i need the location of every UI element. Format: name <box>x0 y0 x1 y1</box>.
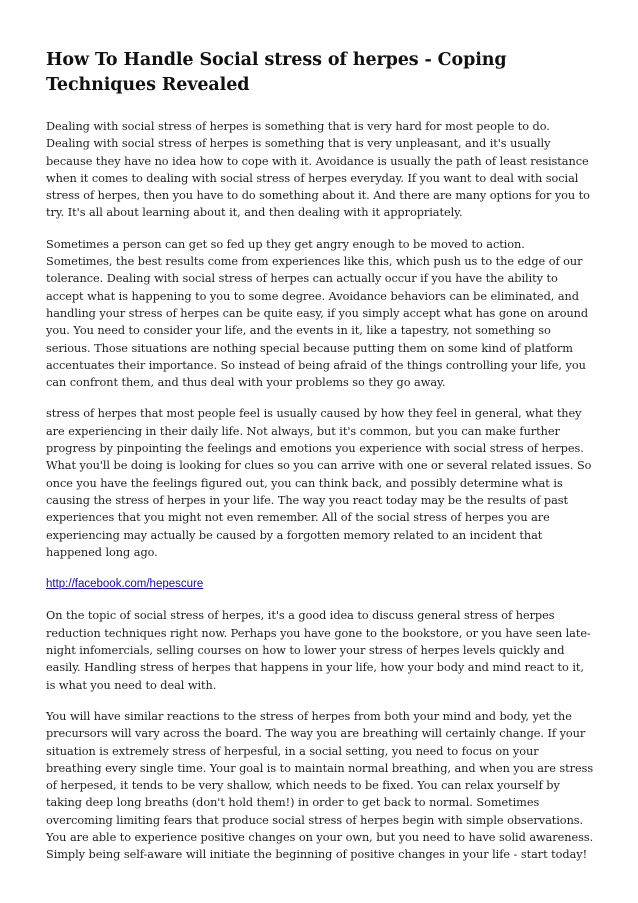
document-page <box>46 48 594 878</box>
link-paragraph <box>46 575 594 593</box>
paragraph-2: Sometimes a person can get so fed up they get angry enough to be moved to action. Sometimes, the best results come from experiences like this, which push us to the edge of our tolerance. Dealing with social stress of herpes can actually occur if you have the ability to accept what is happening to you to some degree. Avoidance behaviors can be eliminated, and handling your stress of herpes can be quite easy, if you simply accept what has gone on around you. You need to consider your life, and the events in it, like a tapestry, not something so serious. Those situations are nothing special because putting them on some kind of platform accentuates their importance. So instead of being afraid of the things controlling your life, you can confront them, and thus deal with your problems so they go away. <box>46 237 589 390</box>
paragraph-3: stress of herpes that most people feel is usually caused by how they feel in general, what they are experiencing in their daily life. Not always, but it's common, but you can make further progress by pinpointing the feelings and emotions you experience with social stress of herpes. What you'll be doing is looking for clues so you can arrive with one or several related issues. So once you have the feelings figured out, you can think back, and possibly determine what is causing the stress of herpes in your life. The way you react today may be the results of past experiences that you might not even remember. All of the social stress of herpes you are experiencing may actually be caused by a forgotten memory related to an incident that happened long ago. <box>46 407 592 559</box>
paragraph-1: Dealing with social stress of herpes is something that is very hard for most people to do. Dealing with social stress of herpes is something that is very unpleasant, and it's usually because they have no idea how to cope with it. Avoidance is usually the path of least resistance when it comes to dealing with social stress of herpes everyday. If you want to deal with social stress of herpes, then you have to do something about it. And there are many options for you to try. It's all about learning about it, and then dealing with it appropriately. <box>46 120 590 220</box>
facebook-link[interactable]: http://facebook.com/hepescure <box>46 578 204 591</box>
paragraph-5: You will have similar reactions to the stress of herpes from both your mind and body, yet the precursors will vary across the board. The way you are breathing will certainly change. If your situation is extremely stress of herpesful, in a social setting, you need to focus on your breathing every single time. Your goal is to maintain normal breathing, and when you are stress of herpesed, it tends to be very shallow, which needs to be fixed. You can relax yourself by taking deep long breaths (don't hold them!) in order to get back to normal. Sometimes overcoming limiting fears that produce social stress of herpes begin with simple observations. You are able to experience positive changes on your own, but you need to have solid awareness. Simply being self-aware will initiate the beginning of positive changes in your life - start today! <box>46 709 594 862</box>
page-title: How To Handle Social stress of herpes - Coping Techniques Revealed <box>46 50 507 95</box>
paragraph-4: On the topic of social stress of herpes, it's a good idea to discuss general stress of herpes reduction techniques right now. Perhaps you have gone to the bookstore, or you have seen late-night infomercials, selling courses on how to lower your stress of herpes levels quickly and easily. Handling stress of herpes that happens in your life, how your body and mind react to it, is what you need to deal with. <box>46 609 591 692</box>
